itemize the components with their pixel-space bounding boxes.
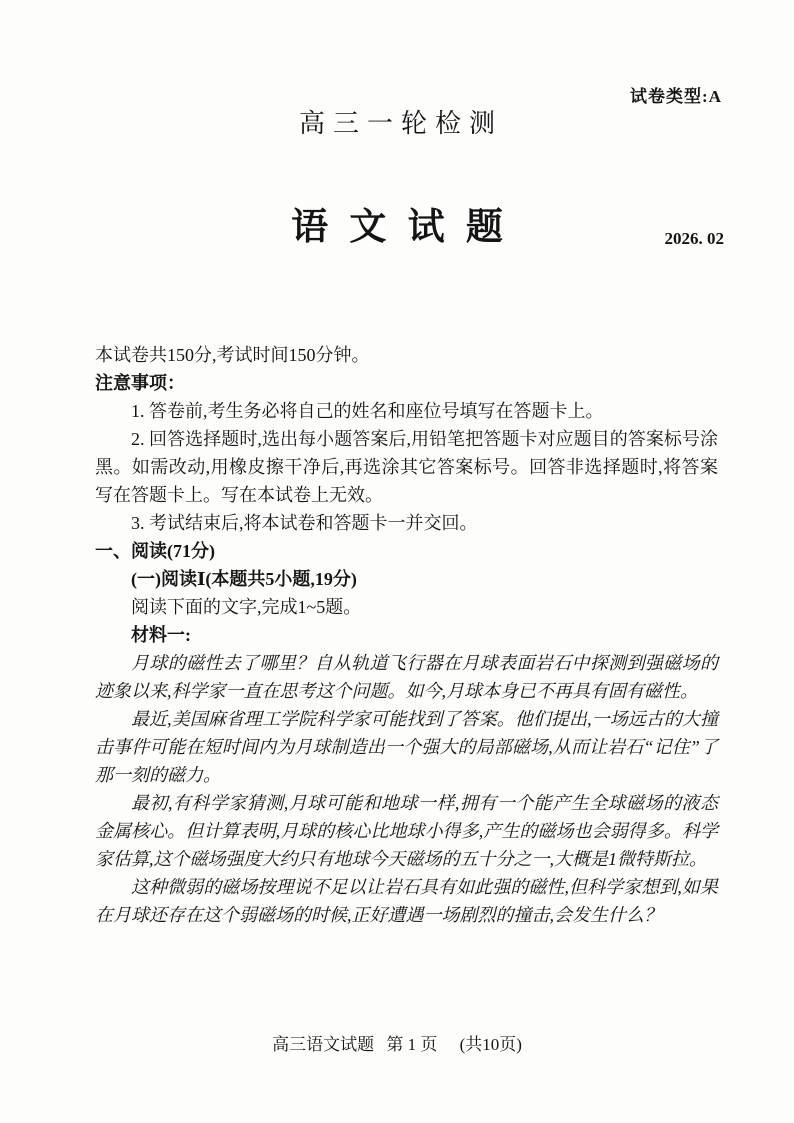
material-paragraph-3: 最初,有科学家猜测,月球可能和地球一样,拥有一个能产生全球磁场的液态金属核心。但计算表明,月球的核心比地球小得多,产生的磁场也会弱得多。科学家估算,这个磁场强度大约只有地球今天磁场的五十分之一,大概是1微特斯拉。 bbox=[95, 793, 718, 869]
exam-info-line: 本试卷共150分,考试时间150分钟。 bbox=[95, 345, 370, 365]
note-item-1: 1. 答卷前,考生务必将自己的姓名和座位号填写在答题卡上。 bbox=[131, 401, 604, 421]
footer-page-number: 第 1 页 bbox=[386, 1035, 438, 1054]
footer-doc-label: 高三语文试题 bbox=[272, 1035, 375, 1054]
footer-total-pages: (共10页) bbox=[459, 1035, 522, 1054]
material-paragraph-1: 月球的磁性去了哪里？自从轨道飞行器在月球表面岩石中探测到强磁场的迹象以来,科学家一直在思考这个问题。如今,月球本身已不再具有固有磁性。 bbox=[95, 653, 718, 701]
note-item-3: 3. 考试结束后,将本试卷和答题卡一并交回。 bbox=[131, 513, 478, 533]
page-footer bbox=[0, 1030, 794, 1055]
material-paragraph-2: 最近,美国麻省理工学院科学家可能找到了答案。他们提出,一场远古的大撞击事件可能在短时间内为月球制造出一个强大的局部磁场,从而让岩石“记住”了那一刻的磁力。 bbox=[95, 709, 718, 785]
exam-date: 2026. 02 bbox=[664, 229, 724, 248]
material-one-label: 材料一: bbox=[131, 625, 191, 645]
page-title: 语 文 试 题 bbox=[291, 207, 509, 248]
reading-instruction: 阅读下面的文字,完成1~5题。 bbox=[131, 597, 362, 617]
material-paragraph-4: 这种微弱的磁场按理说不足以让岩石具有如此强的磁性,但科学家想到,如果在月球还存在这个弱磁场的时候,正好遭遇一场剧烈的撞击,会发生什么？ bbox=[95, 877, 718, 925]
subsection-heading-reading-1: (一)阅读Ⅰ(本题共5小题,19分) bbox=[131, 569, 357, 589]
paper-type-label: 试卷类型:A bbox=[630, 87, 722, 106]
notes-heading: 注意事项： bbox=[95, 373, 185, 393]
section-heading-reading: 一、阅读(71分) bbox=[95, 541, 215, 561]
exam-body bbox=[95, 341, 718, 929]
exam-round-title: 高三一轮检测 bbox=[298, 109, 503, 138]
note-item-2: 2. 回答选择题时,选出每小题答案后,用铅笔把答题卡对应题目的答案标号涂黑。如需改动,用橡皮擦干净后,再选涂其它答案标号。回答非选择题时,将答案写在答题卡上。写在本试卷上无效。 bbox=[95, 429, 718, 505]
